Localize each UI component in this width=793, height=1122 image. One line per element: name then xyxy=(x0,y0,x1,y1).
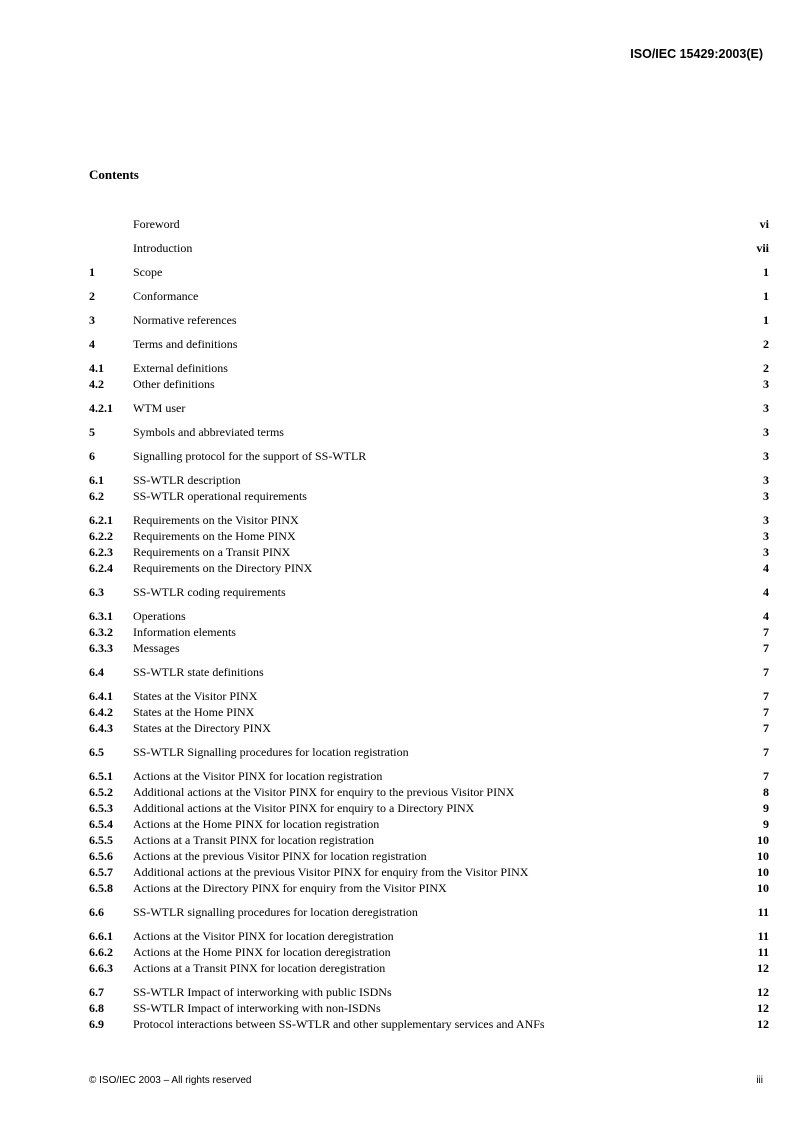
toc-entry-title[interactable]: SS-WTLR signalling procedures for location deregistration xyxy=(133,905,418,919)
toc-entry-title[interactable]: States at the Home PINX xyxy=(133,705,255,719)
toc-entry[interactable] xyxy=(89,904,769,920)
toc-entry[interactable] xyxy=(89,528,769,544)
toc-entry-number: 3 xyxy=(89,313,95,327)
toc-entry-title[interactable]: Information elements xyxy=(133,625,236,639)
toc-entry-title[interactable]: SS-WTLR coding requirements xyxy=(133,585,286,599)
toc-entry-page: 11 xyxy=(757,929,769,943)
toc-entry-title[interactable]: External definitions xyxy=(133,361,228,375)
toc-entry[interactable] xyxy=(89,1016,769,1032)
toc-entry[interactable] xyxy=(89,688,769,704)
toc-entry-page: 3 xyxy=(763,529,769,543)
toc-entry[interactable] xyxy=(89,880,769,896)
toc-entry-page: 7 xyxy=(763,625,769,639)
toc-entry-page: 3 xyxy=(763,473,769,487)
toc-entry-title[interactable]: SS-WTLR operational requirements xyxy=(133,489,307,503)
toc-entry-title[interactable]: Actions at the Visitor PINX for location deregistration xyxy=(133,929,394,943)
toc-entry-page: 8 xyxy=(763,785,769,799)
toc-entry-title[interactable]: SS-WTLR Signalling procedures for location registration xyxy=(133,745,409,759)
toc-entry-title[interactable]: Actions at the Visitor PINX for location registration xyxy=(133,769,383,783)
toc-entry-number: 6.4 xyxy=(89,665,104,679)
toc-entry-page: 9 xyxy=(763,801,769,815)
toc-entry-number: 6.3 xyxy=(89,585,104,599)
toc-entry-page: 3 xyxy=(763,401,769,415)
toc-entry[interactable] xyxy=(89,336,769,352)
toc-entry-title[interactable]: WTM user xyxy=(133,401,186,415)
toc-entry[interactable] xyxy=(89,848,769,864)
toc-entry-number: 6.2.2 xyxy=(89,529,113,543)
toc-entry-number: 1 xyxy=(89,265,95,279)
toc-entry-number: 6.5 xyxy=(89,745,104,759)
toc-entry-title[interactable]: SS-WTLR description xyxy=(133,473,241,487)
toc-entry-title[interactable]: SS-WTLR state definitions xyxy=(133,665,264,679)
toc-entry-number: 6.5.1 xyxy=(89,769,113,783)
toc-entry[interactable] xyxy=(89,488,769,504)
toc-entry-number: 6.4.3 xyxy=(89,721,113,735)
toc-entry-title[interactable]: Actions at the Home PINX for location deregistration xyxy=(133,945,391,959)
toc-entry[interactable] xyxy=(89,984,769,1000)
toc-entry-number: 6.5.3 xyxy=(89,801,113,815)
toc-entry-title[interactable]: Additional actions at the Visitor PINX for enquiry to a Directory PINX xyxy=(133,801,475,815)
toc-entry-page: 10 xyxy=(757,881,769,895)
toc-entry-number: 6.3.3 xyxy=(89,641,113,655)
toc-entry-page: 1 xyxy=(763,313,769,327)
toc-entry[interactable] xyxy=(89,864,769,880)
toc-entry-page: 4 xyxy=(763,585,769,599)
toc-entry-page: 10 xyxy=(757,849,769,863)
toc-entry-title[interactable]: Operations xyxy=(133,609,186,623)
toc-entry-number: 6 xyxy=(89,449,95,463)
toc-entry-title[interactable]: Introduction xyxy=(133,241,193,255)
toc-entry-title[interactable]: Scope xyxy=(133,265,163,279)
toc-entry-number: 6.5.7 xyxy=(89,865,113,879)
toc-entry-title[interactable]: Requirements on a Transit PINX xyxy=(133,545,291,559)
toc-entry-page: 7 xyxy=(763,641,769,655)
toc-entry[interactable] xyxy=(89,744,769,760)
toc-entry[interactable] xyxy=(89,264,769,280)
toc-entry[interactable] xyxy=(89,544,769,560)
toc-entry-title[interactable]: Terms and definitions xyxy=(133,337,238,351)
page-title: Contents xyxy=(89,167,139,182)
toc-entry-title[interactable]: Actions at the Directory PINX for enquiry from the Visitor PINX xyxy=(133,881,447,895)
toc-entry[interactable] xyxy=(89,216,769,232)
toc-entry[interactable] xyxy=(89,288,769,304)
toc-entry-page: 3 xyxy=(763,449,769,463)
toc-entry-page: 4 xyxy=(763,561,769,575)
toc-entry-page: vii xyxy=(756,241,769,255)
toc-entry[interactable] xyxy=(89,624,769,640)
toc-entry-page: 12 xyxy=(757,1001,769,1015)
toc-entry[interactable] xyxy=(89,584,769,600)
toc-entry[interactable] xyxy=(89,960,769,976)
toc-entry-page: 12 xyxy=(757,1017,769,1031)
toc-entry-title[interactable]: Conformance xyxy=(133,289,199,303)
toc-entry[interactable] xyxy=(89,1000,769,1016)
toc-entry[interactable] xyxy=(89,704,769,720)
document-id: ISO/IEC 15429:2003(E) xyxy=(630,47,763,61)
toc-entry-title[interactable]: States at the Directory PINX xyxy=(133,721,271,735)
toc-entry-title[interactable]: Additional actions at the Visitor PINX for enquiry to the previous Visitor PINX xyxy=(133,785,515,799)
toc-entry-title[interactable]: Actions at a Transit PINX for location registration xyxy=(133,833,374,847)
toc-entry-number: 6.2 xyxy=(89,489,104,503)
copyright-notice: © ISO/IEC 2003 – All rights reserved xyxy=(89,1075,252,1086)
toc-entry-number: 4 xyxy=(89,337,95,351)
toc-entry-page: 3 xyxy=(763,425,769,439)
toc-entry[interactable] xyxy=(89,664,769,680)
toc-entry[interactable] xyxy=(89,360,769,376)
toc-entry-number: 6.5.5 xyxy=(89,833,113,847)
toc-entry[interactable] xyxy=(89,768,769,784)
toc-entry-page: 10 xyxy=(757,865,769,879)
toc-entry-page: 12 xyxy=(757,961,769,975)
toc-entry[interactable] xyxy=(89,832,769,848)
toc-entry-number: 4.2.1 xyxy=(89,401,113,415)
toc-entry-title[interactable]: Normative references xyxy=(133,313,237,327)
toc-entry-number: 6.4.2 xyxy=(89,705,113,719)
toc-entry-number: 6.7 xyxy=(89,985,104,999)
toc-entry-number: 2 xyxy=(89,289,95,303)
toc-entry[interactable] xyxy=(89,928,769,944)
toc-entry-title[interactable]: Actions at a Transit PINX for location deregistration xyxy=(133,961,386,975)
toc-entry-title[interactable]: Requirements on the Home PINX xyxy=(133,529,296,543)
toc-entry-title[interactable]: Actions at the previous Visitor PINX for location registration xyxy=(133,849,427,863)
table-of-contents xyxy=(89,216,769,1032)
toc-entry-page: vi xyxy=(759,217,769,231)
toc-entry-page: 7 xyxy=(763,745,769,759)
toc-entry-page: 7 xyxy=(763,721,769,735)
toc-entry-title[interactable]: Messages xyxy=(133,641,180,655)
footer xyxy=(89,1075,763,1086)
toc-entry-number: 6.1 xyxy=(89,473,104,487)
toc-entry-page: 12 xyxy=(757,985,769,999)
toc-entry-number: 6.6 xyxy=(89,905,104,919)
toc-entry[interactable] xyxy=(89,608,769,624)
toc-entry-page: 7 xyxy=(763,665,769,679)
toc-entry-page: 11 xyxy=(757,905,769,919)
toc-entry-page: 3 xyxy=(763,489,769,503)
toc-entry-title[interactable]: Requirements on the Visitor PINX xyxy=(133,513,299,527)
toc-entry-number: 6.2.1 xyxy=(89,513,113,527)
toc-entry[interactable] xyxy=(89,400,769,416)
toc-entry-title[interactable]: SS-WTLR Impact of interworking with public ISDNs xyxy=(133,985,392,999)
toc-entry[interactable] xyxy=(89,512,769,528)
toc-entry-number: 4.1 xyxy=(89,361,104,375)
toc-entry[interactable] xyxy=(89,448,769,464)
toc-entry-page: 10 xyxy=(757,833,769,847)
toc-entry[interactable] xyxy=(89,240,769,256)
toc-entry-page: 2 xyxy=(763,337,769,351)
toc-entry-number: 6.5.2 xyxy=(89,785,113,799)
toc-entry-page: 11 xyxy=(757,945,769,959)
toc-entry-page: 2 xyxy=(763,361,769,375)
page-number: iii xyxy=(756,1075,763,1086)
toc-entry[interactable] xyxy=(89,376,769,392)
toc-entry-number: 6.2.3 xyxy=(89,545,113,559)
toc-entry-page: 7 xyxy=(763,769,769,783)
toc-entry[interactable] xyxy=(89,312,769,328)
toc-entry-number: 4.2 xyxy=(89,377,104,391)
toc-entry[interactable] xyxy=(89,640,769,656)
toc-entry-page: 9 xyxy=(763,817,769,831)
toc-entry-page: 7 xyxy=(763,705,769,719)
toc-entry-number: 6.4.1 xyxy=(89,689,113,703)
toc-entry-title[interactable]: Requirements on the Directory PINX xyxy=(133,561,313,575)
toc-entry-title[interactable]: Signalling protocol for the support of SS-WTLR xyxy=(133,449,367,463)
toc-entry-number: 5 xyxy=(89,425,95,439)
toc-entry-number: 6.5.4 xyxy=(89,817,113,831)
toc-entry-title[interactable]: Symbols and abbreviated terms xyxy=(133,425,284,439)
toc-entry-number: 6.2.4 xyxy=(89,561,113,575)
toc-entry-number: 6.8 xyxy=(89,1001,104,1015)
toc-entry[interactable] xyxy=(89,816,769,832)
toc-entry[interactable] xyxy=(89,944,769,960)
toc-entry-title[interactable]: Protocol interactions between SS-WTLR and other supplementary services and ANFs xyxy=(133,1017,545,1031)
toc-entry-title[interactable]: Foreword xyxy=(133,217,180,231)
toc-entry[interactable] xyxy=(89,424,769,440)
toc-entry-number: 6.6.2 xyxy=(89,945,113,959)
toc-entry-page: 7 xyxy=(763,689,769,703)
toc-entry-title[interactable]: Actions at the Home PINX for location registration xyxy=(133,817,380,831)
toc-entry-number: 6.3.1 xyxy=(89,609,113,623)
toc-entry[interactable] xyxy=(89,720,769,736)
toc-entry-number: 6.6.3 xyxy=(89,961,113,975)
toc-entry-number: 6.6.1 xyxy=(89,929,113,943)
toc-entry-title[interactable]: SS-WTLR Impact of interworking with non-ISDNs xyxy=(133,1001,381,1015)
toc-entry-page: 1 xyxy=(763,289,769,303)
toc-entry[interactable] xyxy=(89,800,769,816)
toc-entry-page: 1 xyxy=(763,265,769,279)
toc-entry-page: 3 xyxy=(763,377,769,391)
toc-entry-number: 6.9 xyxy=(89,1017,104,1031)
toc-entry-number: 6.3.2 xyxy=(89,625,113,639)
toc-entry-page: 3 xyxy=(763,513,769,527)
toc-entry-number: 6.5.8 xyxy=(89,881,113,895)
toc-entry[interactable] xyxy=(89,560,769,576)
toc-entry[interactable] xyxy=(89,472,769,488)
toc-entry-title[interactable]: States at the Visitor PINX xyxy=(133,689,258,703)
toc-entry[interactable] xyxy=(89,784,769,800)
toc-entry-title[interactable]: Other definitions xyxy=(133,377,215,391)
toc-entry-title[interactable]: Additional actions at the previous Visitor PINX for enquiry from the Visitor PINX xyxy=(133,865,529,879)
toc-entry-page: 3 xyxy=(763,545,769,559)
toc-entry-number: 6.5.6 xyxy=(89,849,113,863)
toc-entry-page: 4 xyxy=(763,609,769,623)
